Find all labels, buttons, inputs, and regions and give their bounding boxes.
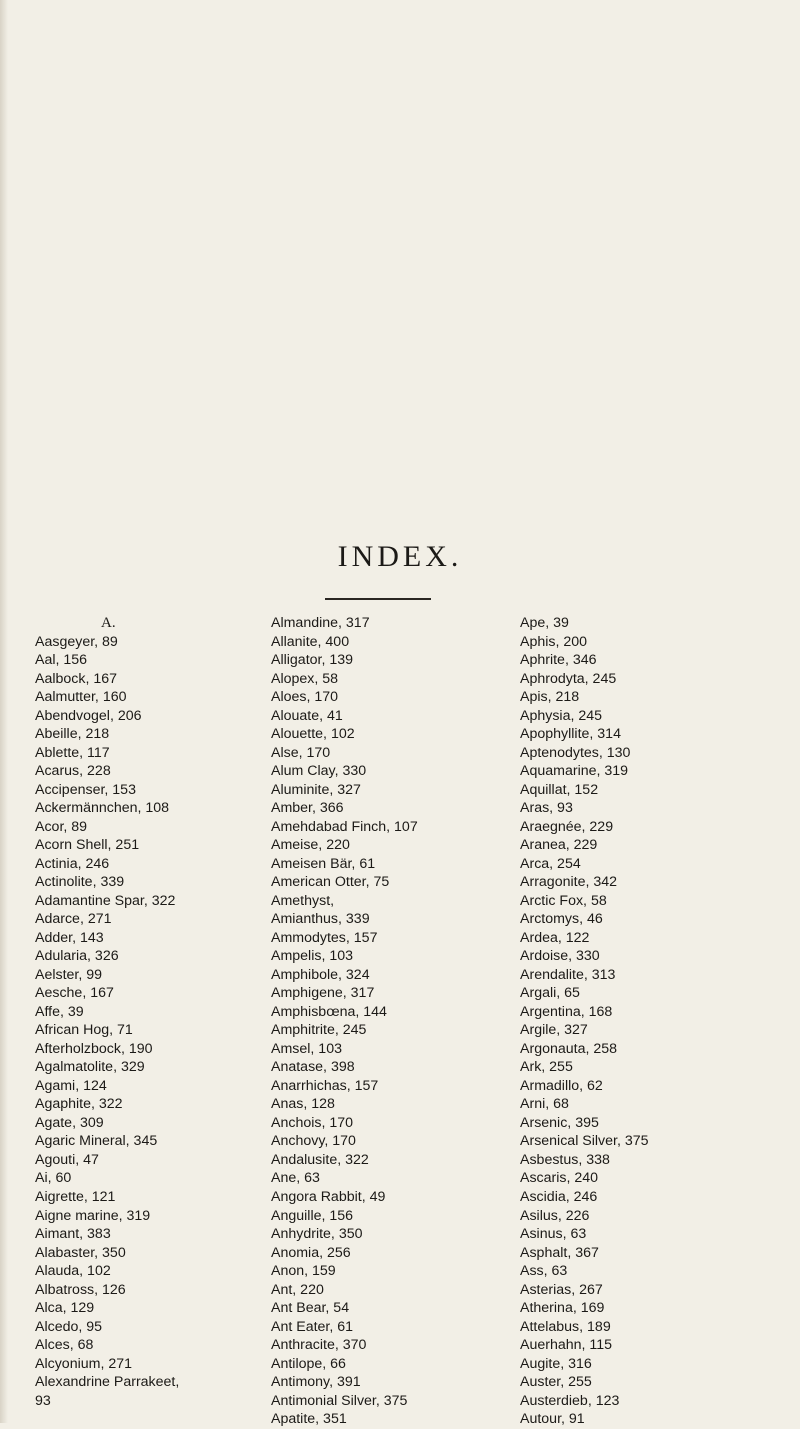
index-entry: Aluminite, 327: [271, 781, 361, 798]
index-entry: Almandine, 317: [271, 615, 370, 631]
index-entry: Anchovy, 170: [271, 1133, 356, 1150]
index-entry: Andalusite, 322: [271, 1151, 369, 1168]
index-entry: Asbestus, 338: [520, 1151, 610, 1168]
index-entry: Amphisbœna, 144: [271, 1003, 387, 1020]
index-entry: Amethyst,: [271, 892, 335, 909]
index-entry: Alca, 129: [35, 1300, 95, 1317]
index-entry: Abeille, 218: [35, 726, 110, 743]
index-entry: Armadillo, 62: [520, 1077, 603, 1094]
index-entry: Amber, 366: [271, 800, 344, 817]
index-entry: Ane, 63: [271, 1170, 320, 1187]
index-entry: Alligator, 139: [271, 652, 354, 669]
index-entry: Accipenser, 153: [35, 781, 136, 798]
index-entry: Alse, 170: [271, 744, 331, 761]
index-entry: Anatase, 398: [271, 1059, 355, 1076]
index-entry: Aalbock, 167: [35, 670, 118, 687]
index-entry: Adamantine Spar, 322: [35, 892, 176, 909]
index-entry: Antimony, 391: [271, 1374, 361, 1391]
index-entry: Adularia, 326: [35, 948, 119, 965]
index-column-3: [520, 614, 795, 1429]
index-entry: Aptenodytes, 130: [520, 744, 631, 761]
index-entry: Ardea, 122: [520, 929, 590, 946]
index-entry: Autour, 91: [520, 1411, 585, 1428]
page-edge: [0, 0, 8, 1423]
index-entry: Aalmutter, 160: [35, 689, 127, 706]
index-entry: Aras, 93: [520, 800, 573, 817]
index-entry: Anthracite, 370: [271, 1337, 367, 1354]
index-entry: Alcyonium, 271: [35, 1355, 132, 1372]
index-entry: Alexandrine Parrakeet,: [35, 1374, 180, 1391]
index-entry: Amianthus, 339: [271, 911, 370, 928]
index-entry: Asphalt, 367: [520, 1244, 599, 1261]
index-entry: Argile, 327: [520, 1022, 588, 1039]
index-entry: Adarce, 271: [35, 911, 112, 928]
index-entry: Aphrodyta, 245: [520, 670, 617, 687]
index-entry: Anomia, 256: [271, 1244, 351, 1261]
index-entry: Arragonite, 342: [520, 874, 618, 891]
index-entry: Auerhahn, 115: [520, 1337, 613, 1354]
index-entry: Ascaris, 240: [520, 1170, 599, 1187]
index-entry: Ameisen Bär, 61: [271, 855, 376, 872]
page-title: INDEX.: [337, 540, 463, 573]
index-entry: Anhydrite, 350: [271, 1226, 363, 1243]
index-entry: Agaphite, 322: [35, 1096, 123, 1113]
index-entry: Ackermännchen, 108: [35, 800, 170, 817]
index-entry: Argentina, 168: [520, 1003, 613, 1020]
index-entry: Acor, 89: [35, 818, 88, 835]
index-column-2: [271, 614, 511, 1429]
index-entry: Ammodytes, 157: [271, 929, 378, 946]
index-entry: Alabaster, 350: [35, 1244, 126, 1261]
index-entry: Arsenical Silver, 375: [520, 1133, 649, 1150]
index-entry: Amphigene, 317: [271, 985, 375, 1002]
index-entry: Ark, 255: [520, 1059, 573, 1076]
index-entry: Aigne marine, 319: [35, 1207, 151, 1224]
index-entry: Amehdabad Finch, 107: [271, 818, 418, 835]
index-entry: Alum Clay, 330: [271, 763, 367, 780]
index-entry: Afterholzbock, 190: [35, 1040, 153, 1057]
index-entry: Ai, 60: [35, 1170, 72, 1187]
index-entry: Aphysia, 245: [520, 707, 603, 724]
index-entry: Antilope, 66: [271, 1355, 346, 1372]
index-entry: Aphrite, 346: [520, 652, 597, 669]
index-entry: Anon, 159: [271, 1263, 336, 1280]
index-entry: Apatite, 351: [271, 1411, 347, 1428]
index-entry: Anchois, 170: [271, 1114, 354, 1131]
index-entry: Alouate, 41: [271, 707, 343, 724]
index-entry: Aal, 156: [35, 652, 88, 669]
index-entry: Antimonial Silver, 375: [271, 1392, 408, 1409]
index-entry: Alouette, 102: [271, 726, 355, 743]
index-entry: Alopex, 58: [271, 670, 339, 687]
index-entry: Ampelis, 103: [271, 948, 354, 965]
index-entry: Acarus, 228: [35, 763, 111, 780]
index-entry: Amphibole, 324: [271, 966, 370, 983]
index-entry: Attelabus, 189: [520, 1318, 611, 1335]
index-entry: Acorn Shell, 251: [35, 837, 140, 854]
index-entry: Amphitrite, 245: [271, 1022, 367, 1039]
index-entry: Aimant, 383: [35, 1226, 111, 1243]
index-entry: Anas, 128: [271, 1096, 335, 1113]
index-entry: Adder, 143: [35, 929, 104, 946]
index-entry: Asilus, 226: [520, 1207, 590, 1224]
index-entry: Augite, 316: [520, 1355, 592, 1372]
index-entry: American Otter, 75: [271, 874, 390, 891]
index-entry: Angora Rabbit, 49: [271, 1188, 386, 1205]
index-entry: Albatross, 126: [35, 1281, 126, 1298]
index-entry: Arca, 254: [520, 855, 581, 872]
index-entry: Anarrhichas, 157: [271, 1077, 379, 1094]
index-entry: Ardoise, 330: [520, 948, 600, 965]
index-entry: Amsel, 103: [271, 1040, 342, 1057]
index-entry: Aphis, 200: [520, 633, 588, 650]
index-entry: Abendvogel, 206: [35, 707, 142, 724]
index-entry: Aesche, 167: [35, 985, 114, 1002]
index-entry: Aasgeyer, 89: [35, 633, 118, 650]
index-entry: Aloes, 170: [271, 689, 339, 706]
index-entry: Arsenic, 395: [520, 1114, 599, 1131]
index-entry: Ant Bear, 54: [271, 1300, 350, 1317]
index-entry: Alauda, 102: [35, 1263, 111, 1280]
index-entry-continuation: 93: [35, 1392, 51, 1409]
index-entry: Ape, 39: [520, 615, 569, 631]
index-entry: Argonauta, 258: [520, 1040, 618, 1057]
index-entry: Apis, 218: [520, 689, 580, 706]
index-entry: Ant Eater, 61: [271, 1318, 354, 1335]
index-entry: Araegnée, 229: [520, 818, 614, 835]
index-entry: African Hog, 71: [35, 1022, 133, 1039]
index-entry: Allanite, 400: [271, 633, 350, 650]
index-entry: Anguille, 156: [271, 1207, 354, 1224]
index-entry: Affe, 39: [35, 1003, 84, 1020]
index-entry: Aquillat, 152: [520, 781, 599, 798]
index-entry: Agami, 124: [35, 1077, 107, 1094]
section-letter: A.: [101, 615, 116, 631]
index-column-1: [35, 614, 265, 1410]
index-entry: Austerdieb, 123: [520, 1392, 620, 1409]
index-entry: Ascidia, 246: [520, 1188, 598, 1205]
index-entry: Ass, 63: [520, 1263, 568, 1280]
index-entry: Aigrette, 121: [35, 1188, 116, 1205]
index-entry: Aranea, 229: [520, 837, 598, 854]
index-entry: Aelster, 99: [35, 966, 103, 983]
index-entry: Arctic Fox, 58: [520, 892, 607, 909]
index-entry: Arni, 68: [520, 1096, 569, 1113]
index-entry: Alces, 68: [35, 1337, 94, 1354]
index-entry: Agalmatolite, 329: [35, 1059, 145, 1076]
index-entry: Aquamarine, 319: [520, 763, 629, 780]
index-entry: Ameise, 220: [271, 837, 350, 854]
index-entry: Ant, 220: [271, 1281, 324, 1298]
index-entry: Argali, 65: [520, 985, 580, 1002]
index-entry: Arctomys, 46: [520, 911, 603, 928]
index-entry: Auster, 255: [520, 1374, 592, 1391]
index-entry: Arendalite, 313: [520, 966, 616, 983]
index-entry: Apophyllite, 314: [520, 726, 621, 743]
index-entry: Alcedo, 95: [35, 1318, 103, 1335]
title-rule: [325, 598, 431, 600]
index-entry: Actinia, 246: [35, 855, 110, 872]
index-entry: Atherina, 169: [520, 1300, 605, 1317]
index-entry: Actinolite, 339: [35, 874, 125, 891]
index-entry: Asinus, 63: [520, 1226, 587, 1243]
index-entry: Asterias, 267: [520, 1281, 603, 1298]
index-entry: Agouti, 47: [35, 1151, 99, 1168]
index-entry: Ablette, 117: [35, 744, 110, 761]
index-entry: Agate, 309: [35, 1114, 104, 1131]
index-entry: Agaric Mineral, 345: [35, 1133, 158, 1150]
